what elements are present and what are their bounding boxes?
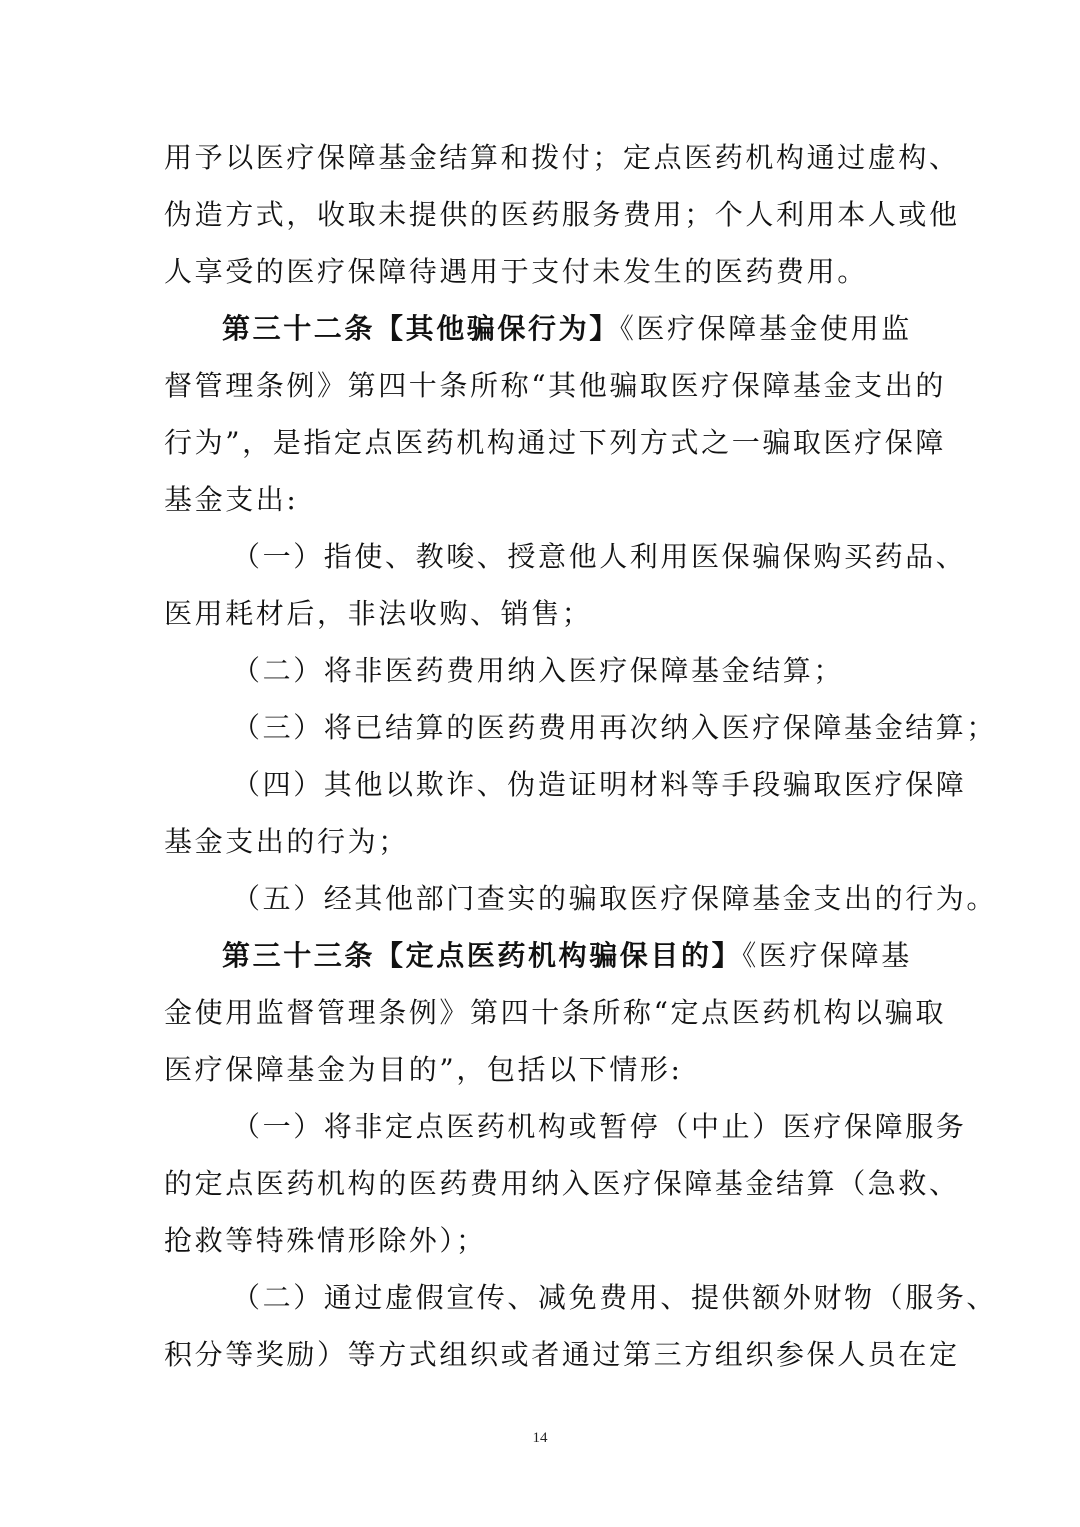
- text-line: [164, 642, 920, 699]
- article-heading: 第三十三条【定点医药机构骗保目的】: [222, 939, 743, 972]
- text-line: [164, 357, 946, 414]
- text-run: （二）将非医药费用纳入医疗保障基金结算；: [232, 654, 845, 687]
- text-line: [164, 129, 960, 186]
- text-line: [164, 1041, 920, 1098]
- text-run: 人享受的医疗保障待遇用于支付未发生的医药费用。: [164, 255, 868, 288]
- text-line: [164, 1098, 967, 1155]
- text-run: （一）将非定点医药机构或暂停（中止）医疗保障服务: [232, 1110, 967, 1143]
- text-run: 基金支出:: [164, 483, 299, 516]
- text-run: （一）指使、教唆、授意他人利用医保骗保购买药品、: [232, 540, 967, 573]
- text-line: [164, 1326, 960, 1383]
- text-line: [164, 1155, 960, 1212]
- text-line: [164, 243, 920, 300]
- text-run: 行为”，是指定点医药机构通过下列方式之一骗取医疗保障: [164, 426, 946, 459]
- text-line: [164, 699, 998, 756]
- text-run: 用予以医疗保障基金结算和拨付；定点医药机构通过虚构、: [164, 141, 960, 174]
- text-run: （二）通过虚假宣传、减免费用、提供额外财物（服务、: [232, 1281, 998, 1314]
- text-run: 抢救等特殊情形除外）；: [164, 1224, 487, 1257]
- text-line: [164, 1212, 920, 1269]
- text-line: [164, 756, 967, 813]
- text-line: [164, 870, 998, 927]
- text-line: [164, 813, 920, 870]
- text-line: [164, 927, 920, 984]
- text-run: 积分等奖励）等方式组织或者通过第三方组织参保人员在定: [164, 1338, 960, 1371]
- text-run: 医疗保障基金为目的”，包括以下情形:: [164, 1053, 683, 1086]
- text-line: [164, 471, 920, 528]
- text-run: 基金支出的行为；: [164, 825, 409, 858]
- text-line: [164, 414, 946, 471]
- text-line: [164, 186, 960, 243]
- text-run: （五）经其他部门查实的骗取医疗保障基金支出的行为。: [232, 882, 998, 915]
- text-line: [164, 585, 920, 642]
- article-heading: 第三十二条【其他骗保行为】: [222, 312, 620, 345]
- text-run: （四）其他以欺诈、伪造证明材料等手段骗取医疗保障: [232, 768, 967, 801]
- text-run: 的定点医药机构的医药费用纳入医疗保障基金结算（急救、: [164, 1167, 960, 1200]
- body-text: [164, 129, 998, 1383]
- text-run: 伪造方式，收取未提供的医药服务费用；个人利用本人或他: [164, 198, 960, 231]
- text-run: 《医疗保障基金使用监: [619, 312, 912, 345]
- text-run: 《医疗保障基: [742, 939, 912, 972]
- text-line: [164, 984, 946, 1041]
- text-line: [164, 528, 967, 585]
- text-run: 医用耗材后，非法收购、销售；: [164, 597, 593, 630]
- text-line: [164, 300, 920, 357]
- text-run: 督管理条例》第四十条所称“其他骗取医疗保障基金支出的: [164, 369, 946, 402]
- page-number: 14: [532, 1430, 548, 1446]
- text-run: （三）将已结算的医药费用再次纳入医疗保障基金结算；: [232, 711, 998, 744]
- text-run: 金使用监督管理条例》第四十条所称“定点医药机构以骗取: [164, 996, 946, 1029]
- text-line: [164, 1269, 998, 1326]
